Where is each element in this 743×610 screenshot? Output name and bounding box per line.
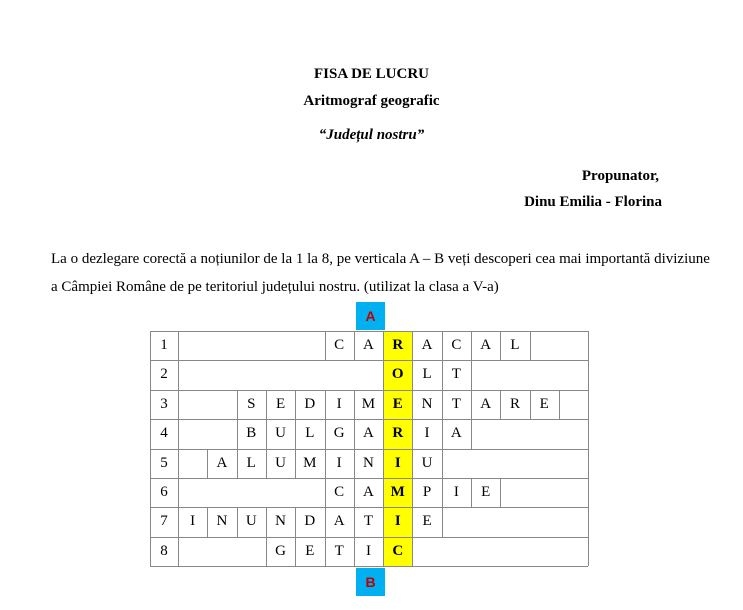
letter-cell [530,449,559,478]
letter-cell [325,360,354,389]
grid-line [237,449,238,478]
letter-cell: A [363,484,374,500]
grid-line [412,449,413,478]
letter-cell [442,507,471,536]
letter-cell: I [424,425,430,442]
letter-cell: U [245,513,257,530]
letter-cell: N [216,513,228,530]
letter-cell [500,537,529,566]
letter-cell: A [450,425,462,442]
label-b: B [356,568,385,596]
letter-cell: B [246,425,257,442]
letter-cell [178,478,207,507]
letter-cell [559,478,588,507]
grid-line [442,478,443,507]
grid-line [295,419,296,448]
grid-line [178,419,179,448]
grid-line [325,537,326,566]
letter-cell: A [333,513,345,530]
grid-line [471,360,472,389]
grid-line [266,390,267,419]
letter-cell [207,331,236,360]
grid-line [588,478,589,507]
answer-cell: O [383,360,412,389]
letter-cell [471,360,500,389]
answer-cell: I [383,449,412,478]
grid-line [266,537,267,566]
letter-cell: N [421,395,433,412]
grid-line [354,331,355,360]
grid-line [266,507,267,536]
letter-cell: I [336,454,342,471]
letter-cell [442,449,471,478]
letter-cell [412,537,441,566]
letter-cell [500,507,529,536]
grid-line [237,419,238,448]
letter-cell [178,449,207,478]
grid-line [383,360,384,389]
letter-cell [559,449,588,478]
letter-cell: T [451,395,461,412]
grid-line [295,507,296,536]
grid-line [354,419,355,448]
grid-line [325,507,326,536]
letter-cell [559,390,588,419]
letter-cell: A [363,337,374,353]
grid-line [150,360,151,389]
grid-line [150,478,588,479]
letter-cell: L [422,366,432,383]
grid-line [150,537,151,566]
letter-cell [266,360,295,389]
letter-cell [559,419,588,448]
letter-cell [500,419,529,448]
grid-line [150,419,588,420]
grid-line [383,390,384,419]
letter-cell [207,390,236,419]
grid-line [471,390,472,419]
author-name: Dinu Emilia - Florina [524,194,662,210]
grid-line [442,360,443,389]
grid-line [178,478,179,507]
grid-line [207,449,208,478]
letter-cell: A [363,425,374,442]
letter-cell: D [304,395,316,412]
grid-line [237,390,238,419]
letter-cell: I [453,484,459,500]
grid-line [354,478,355,507]
letter-cell [471,537,500,566]
grid-line [471,331,472,360]
letter-cell [207,478,236,507]
letter-cell: A [480,395,492,412]
letter-cell: N [275,513,286,530]
letter-cell: T [363,513,374,530]
row-number: 6 [160,484,168,500]
letter-cell: U [275,454,286,471]
letter-cell: R [509,395,520,412]
grid-line [325,478,326,507]
answer-cell: R [383,331,412,360]
letter-cell: I [336,395,342,412]
grid-line [442,507,443,536]
page-subtitle: Aritmograf geografic [303,93,440,109]
letter-cell: E [275,395,286,412]
label-a: A [356,302,385,330]
grid-line [178,449,179,478]
letter-cell: P [422,484,432,500]
letter-cell [266,478,295,507]
letter-cell: A [480,337,492,353]
grid-line [588,390,589,419]
letter-cell [559,331,588,360]
letter-cell [530,419,559,448]
row-number: 5 [160,454,168,471]
grid-line [150,449,588,450]
letter-cell: G [333,425,345,442]
grid-line [588,507,589,536]
page-title: FISA DE LUCRU [313,66,430,82]
letter-cell: U [421,454,433,471]
grid-line [150,537,588,538]
grid-line [412,419,413,448]
letter-cell [559,360,588,389]
letter-cell [471,507,500,536]
grid-line [442,449,443,478]
grid-line [588,419,589,448]
letter-cell [207,360,236,389]
grid-line [325,331,326,360]
letter-cell [178,419,207,448]
row-number: 4 [160,425,168,442]
letter-cell [207,419,236,448]
letter-cell [500,449,529,478]
letter-cell [500,360,529,389]
grid-line [383,419,384,448]
grid-line [383,478,384,507]
grid-line [500,331,501,360]
letter-cell [178,537,207,566]
letter-cell: I [365,542,371,559]
letter-cell [178,331,207,360]
letter-cell: M [361,395,376,412]
letter-cell [178,390,207,419]
letter-cell: E [422,513,432,530]
letter-cell [471,419,500,448]
letter-cell [295,360,324,389]
letter-cell: E [481,484,491,500]
grid-line [412,331,413,360]
grid-line [471,478,472,507]
grid-line [295,449,296,478]
letter-cell: L [510,337,520,353]
grid-line [150,390,588,391]
letter-cell: S [247,395,256,412]
answer-cell: M [383,478,412,507]
grid-line [412,390,413,419]
grid-line [150,478,151,507]
grid-line [354,507,355,536]
grid-line [588,360,589,389]
letter-cell [237,331,266,360]
grid-line [150,507,588,508]
letter-cell: A [216,454,228,471]
letter-cell: G [275,542,286,559]
letter-cell: I [190,513,196,530]
letter-cell [559,537,588,566]
grid-line [383,507,384,536]
row-number: 3 [160,395,168,412]
grid-line [442,419,443,448]
letter-cell [559,507,588,536]
letter-cell: C [451,337,462,353]
answer-cell: E [383,390,412,419]
letter-cell: E [305,542,315,559]
letter-cell [442,537,471,566]
grid-line [150,449,151,478]
letter-cell: M [303,454,317,471]
grid-line [237,507,238,536]
grid-line [150,419,151,448]
grid-line [295,390,296,419]
letter-cell: E [539,395,549,412]
grid-line [383,331,384,360]
grid-line [559,390,560,419]
letter-cell: C [334,337,345,353]
grid-line [178,331,179,360]
letter-cell [530,537,559,566]
letter-cell [266,331,295,360]
answer-cell: C [383,537,412,566]
letter-cell [178,360,207,389]
grid-line [178,507,179,536]
grid-line [150,360,588,361]
grid-line [295,537,296,566]
grid-line [266,419,267,448]
grid-line [442,390,443,419]
grid-line [325,419,326,448]
grid-line [412,478,413,507]
grid-line [354,537,355,566]
letter-cell: T [334,542,344,559]
letter-cell: L [246,454,256,471]
row-number: 1 [160,337,168,353]
letter-cell: U [275,425,286,442]
answer-cell: R [383,419,412,448]
grid-line [325,390,326,419]
grid-line [207,507,208,536]
grid-line [178,360,179,389]
letter-cell: N [363,454,374,471]
letter-cell: D [304,513,316,530]
letter-cell [237,537,266,566]
letter-cell [530,478,559,507]
instructions-text: La o dezlegare corectă a noțiunilor de la 1 la 8, pe verticala A – B veți descoperi cea mai importantă diviziune a Câmpiei Române de pe teritoriul județului nostru. (utilizat la clasa a V-a) [51,251,710,295]
grid-line [266,449,267,478]
grid-line [530,331,531,360]
letter-cell [354,360,383,389]
letter-cell [295,478,324,507]
letter-cell [500,478,529,507]
letter-cell: A [421,337,433,353]
grid-line [588,537,589,566]
grid-line [354,390,355,419]
letter-cell: L [305,425,315,442]
letter-cell [295,331,324,360]
grid-line [412,360,413,389]
grid-line [530,390,531,419]
row-number: 7 [160,513,168,530]
grid-line [150,507,151,536]
letter-cell [471,449,500,478]
row-number: 2 [160,366,168,383]
grid-line [150,390,151,419]
grid-line [354,449,355,478]
grid-line [588,449,589,478]
letter-cell: T [451,366,461,383]
grid-line [178,537,179,566]
letter-cell [237,360,266,389]
grid-line [150,331,151,360]
answer-cell: I [383,507,412,536]
grid-line [150,331,588,332]
grid-line [178,390,179,419]
grid-line [383,449,384,478]
grid-line [383,537,384,566]
grid-line [412,537,413,566]
letter-cell [207,537,236,566]
grid-line [500,390,501,419]
grid-line [500,478,501,507]
grid-line [588,331,589,360]
grid-line [412,507,413,536]
letter-cell: C [334,484,345,500]
page-theme: “Județul nostru” [318,127,425,143]
letter-cell [530,331,559,360]
grid-line [442,331,443,360]
grid-line [325,449,326,478]
letter-cell [530,507,559,536]
letter-cell [530,360,559,389]
row-number: 8 [160,542,168,559]
letter-cell [237,478,266,507]
author-label: Propunator, [581,168,659,184]
grid-line [471,419,472,448]
